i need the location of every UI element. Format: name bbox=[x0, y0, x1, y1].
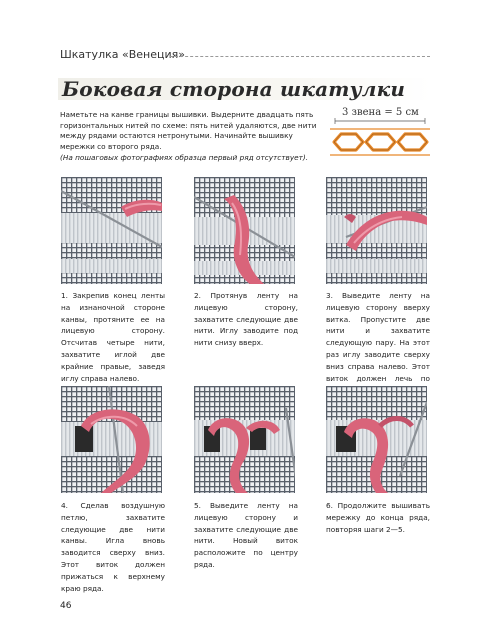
step-1-photo bbox=[61, 177, 162, 284]
step-1-caption: 1. Закрепив конец ленты на изнаночной стороне канвы, протяните ее на лицевую сторону. Отсчитав четыре нити, захватите иглой две крайние правые, заведя иглу справа налево. bbox=[61, 291, 165, 383]
step-3-photo bbox=[326, 177, 427, 284]
scheme-diagram bbox=[330, 104, 430, 164]
step-3-caption: 3. Выведите ленту на лицевую сторону вверху витка. Пропустите две нити и захватите следующую пару. На этот раз иглу заводите сверху вниз справа налево. Этот виток должен лечь по bbox=[326, 291, 430, 383]
section-title: Боковая сторона шкатулки bbox=[62, 77, 406, 101]
step-6-photo bbox=[326, 386, 427, 493]
header-title: Шкатулка «Венеция» bbox=[60, 48, 185, 61]
intro-note: (На пошаговых фотографиях образца первый ряд отсутствует). bbox=[60, 153, 309, 163]
step-5-caption: 5. Выведите ленту на лицевую сторону и захватите следующие две нити. Новый виток расположите по центру ряда. bbox=[194, 501, 298, 569]
intro-text: Наметьте на канве границы вышивки. Выдерните двадцать пять горизонтальных нитей по схеме: пять нитей удаляются, две нити между рядами остаются нетронутыми. Начинайте вышивку мережки со второго ряда. bbox=[60, 110, 317, 151]
page-header bbox=[0, 48, 488, 68]
intro-block bbox=[60, 110, 322, 164]
scheme-label: 3 звена = 5 см bbox=[342, 107, 419, 118]
header-divider bbox=[170, 56, 430, 57]
page-number: 46 bbox=[60, 601, 72, 611]
step-4-photo bbox=[61, 386, 162, 493]
step-2-caption: 2. Протянув ленту на лицевую сторону, захватите следующие две нити. Иглу заводите под нити снизу вверх. bbox=[194, 291, 298, 348]
scheme-links bbox=[334, 134, 427, 150]
step-6-caption: 6. Продолжите вышивать мережку до конца ряда, повторяя шаги 2—5. bbox=[326, 501, 430, 534]
step-5-photo bbox=[194, 386, 295, 493]
step-2-photo bbox=[194, 177, 295, 284]
step-4-caption: 4. Сделав воздушную петлю, захватите следующие две нити канвы. Игла вновь заводится сверху вниз. Этот виток должен прижаться к верхнему краю ряда. bbox=[61, 501, 165, 593]
